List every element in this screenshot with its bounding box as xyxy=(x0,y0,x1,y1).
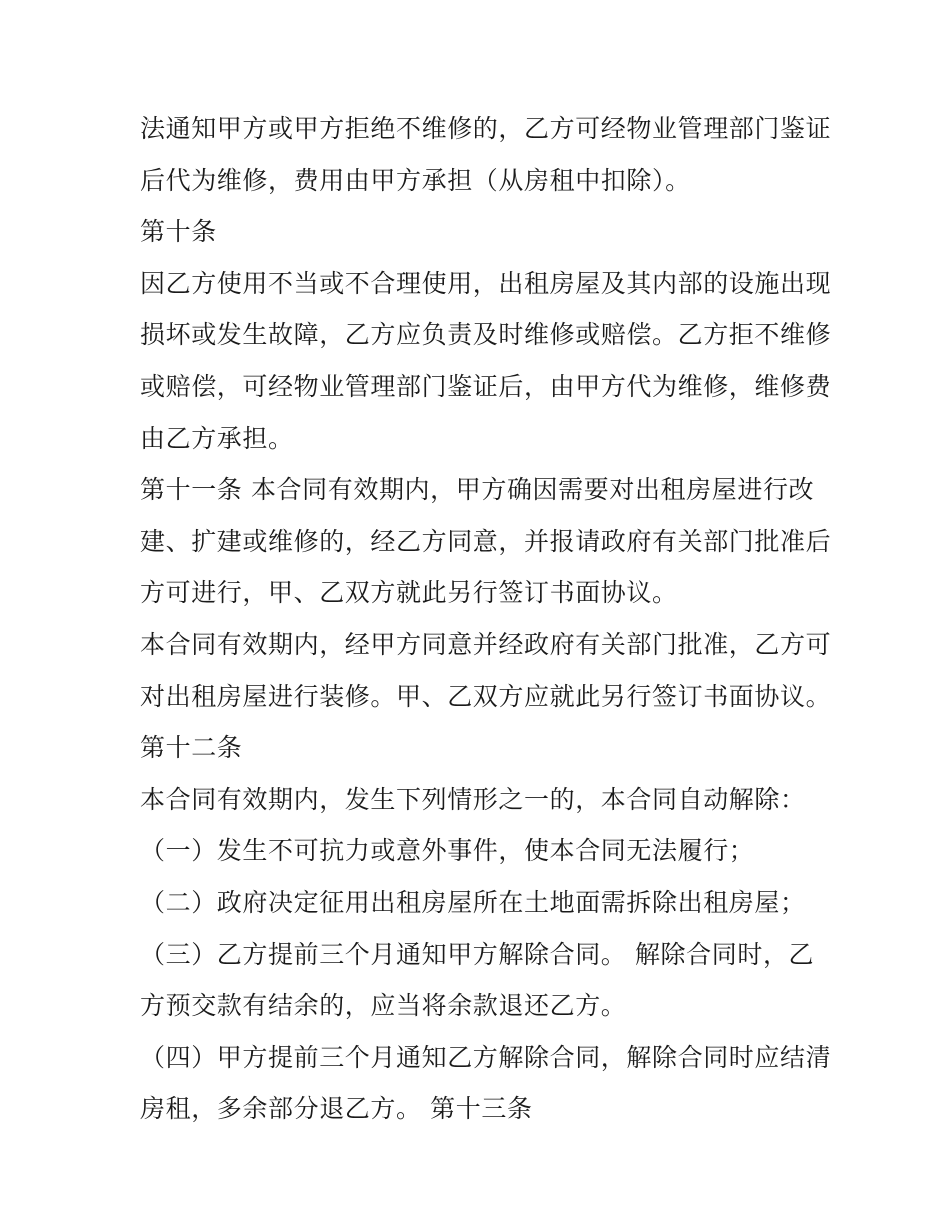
list-item: （二）政府决定征用出租房屋所在土地面需拆除出租房屋； xyxy=(140,887,806,917)
article-heading: 第十二条 xyxy=(140,733,243,763)
text-line: 后代为维修，费用由甲方承担（从房租中扣除）。 xyxy=(140,165,691,195)
text-line: 建、扩建或维修的，经乙方同意，并报请政府有关部门批准后 xyxy=(140,526,832,556)
text-line: 本合同有效期内，发生下列情形之一的，本合同自动解除： xyxy=(140,784,806,814)
text-line: 房租，多余部分退乙方。 第十三条 xyxy=(140,1094,533,1124)
list-item: （一）发生不可抗力或意外事件，使本合同无法履行； xyxy=(140,836,755,866)
text-line: 因乙方使用不当或不合理使用，出租房屋及其内部的设施出现 xyxy=(140,268,832,298)
text-line: 第十一条 本合同有效期内，甲方确因需要对出租房屋进行改 xyxy=(140,475,815,505)
text-line: 对出租房屋进行装修。甲、乙双方应就此另行签订书面协议。 xyxy=(140,681,832,711)
text-line: 由乙方承担。 xyxy=(140,423,294,453)
text-line: 法通知甲方或甲方拒绝不维修的，乙方可经物业管理部门鉴证 xyxy=(140,114,832,143)
list-item: （四）甲方提前三个月通知乙方解除合同，解除合同时应结清 xyxy=(140,1042,832,1072)
document-body xyxy=(140,103,830,1135)
text-line: 本合同有效期内，经甲方同意并经政府有关部门批准，乙方可 xyxy=(140,629,832,659)
text-line: 或赔偿，可经物业管理部门鉴证后，由甲方代为维修，维修费 xyxy=(140,371,832,401)
list-item: （三）乙方提前三个月通知甲方解除合同。 解除合同时，乙 xyxy=(140,939,815,969)
text-line: 损坏或发生故障，乙方应负责及时维修或赔偿。乙方拒不维修 xyxy=(140,320,832,350)
article-heading: 第十条 xyxy=(140,217,217,247)
text-line: 方预交款有结余的，应当将余款退还乙方。 xyxy=(140,991,627,1021)
text-line: 方可进行，甲、乙双方就此另行签订书面协议。 xyxy=(140,578,678,608)
